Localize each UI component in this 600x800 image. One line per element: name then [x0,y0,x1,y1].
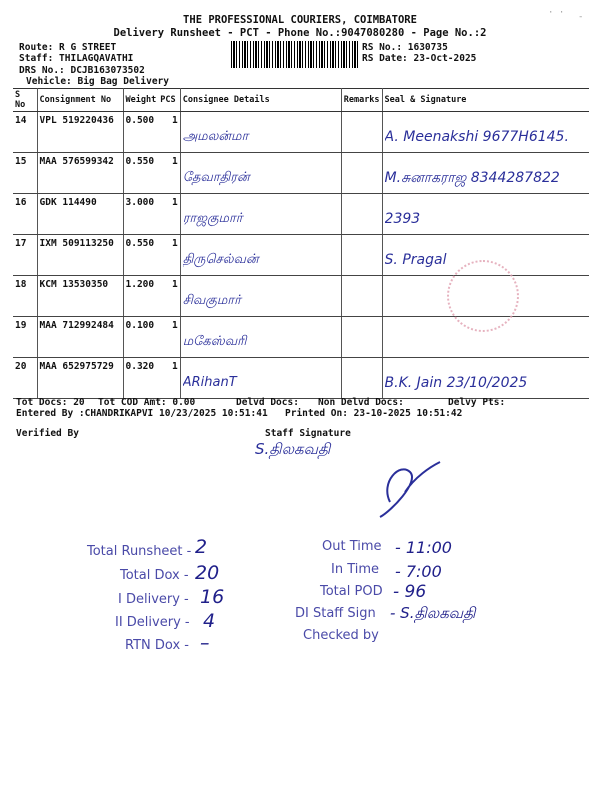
drs-label: DRS No.: DCJB163073502 [19,65,145,76]
cell-remarks [341,194,382,235]
cell-consignment-no-text: MAA 712992484 [39,320,114,331]
col-pcs: PCS [158,89,180,112]
cell-consignment-no-text: MAA 576599342 [39,156,114,167]
cell-consignee [180,358,341,399]
cell-consignee [180,235,341,276]
company-title: THE PROFESSIONAL COURIERS, COIMBATORE [183,14,417,26]
rtn-dox-value: – [200,632,210,654]
cell-weight [123,358,158,399]
cell-consignee-text: ராஜகுமார் [182,211,243,226]
in-time-value: - 7:00 [395,562,442,581]
table-row [13,112,589,153]
cell-sno-text: 15 [15,156,27,167]
printed-on: Printed On: 23-10-2025 10:51:42 [285,408,463,419]
cell-consignee [180,317,341,358]
cell-sno-text: 18 [15,279,27,290]
cell-pcs [158,358,180,399]
cell-sno-text: 14 [15,115,27,126]
cell-pcs-text: 1 [171,279,178,290]
cell-pcs [158,317,180,358]
cell-weight-text: 0.550 [125,238,155,249]
total-runsheet-value: 2 [195,536,208,558]
tot-docs: Tot Docs: 20 [16,397,85,408]
table-row [13,358,589,399]
cell-sno [13,317,37,358]
col-weight: Weight [123,89,158,112]
cell-remarks [341,153,382,194]
cell-remarks [341,276,382,317]
cell-signature-text: M.சுனாகராஜ 8344287822 [384,170,560,186]
cell-sno [13,194,37,235]
cell-consignee-text: தேவாதிரன் [182,170,250,185]
delvy-pts: Delvy Pts: [448,397,506,408]
table-row [13,194,589,235]
cell-weight [123,317,158,358]
cell-consignment-no-text: KCM 13530350 [39,279,109,290]
cell-consignee [180,194,341,235]
verified-by: Verified By [16,428,79,439]
cell-sno [13,153,37,194]
i-delivery-label: I Delivery - [118,592,189,607]
cell-sno [13,276,37,317]
total-pod-label: Total POD [320,584,383,599]
cell-signature [382,153,589,194]
cell-consignee-text: மகேஸ்வரி [182,334,247,349]
staff-sign-value: - S.திலகவதி [390,604,476,622]
cell-consignee [180,112,341,153]
cell-pcs [158,153,180,194]
cell-sno [13,112,37,153]
signature-scribble [370,452,450,522]
cell-remarks [341,317,382,358]
cell-consignee-text: அமலன்மா [182,129,249,144]
ii-delivery-value: 4 [203,610,216,632]
cell-consignment-no [37,112,123,153]
cell-consignment-no [37,358,123,399]
cell-consignee-text: திருசெல்வன் [182,252,259,267]
runsheet-table [13,88,589,399]
cell-pcs-text: 1 [171,156,178,167]
col-consignment: Consignment No [37,89,123,112]
delvd-docs: Delvd Docs: [236,397,299,408]
staff-signature-label: Staff Signature [265,428,351,439]
cell-sno [13,235,37,276]
cell-weight [123,276,158,317]
cell-signature-text: 2393 [384,211,421,227]
col-consignee: Consignee Details [180,89,341,112]
ii-delivery-label: II Delivery - [115,615,190,630]
cell-pcs-text: 1 [171,361,178,372]
staff-label: Staff: THILAGQAVATHI [19,53,134,64]
cell-pcs-text: 1 [171,115,178,126]
scan-mark: · · [548,8,565,18]
cell-sno-text: 16 [15,197,27,208]
rubber-stamp [447,260,519,332]
cell-consignment-no-text: VPL 519220436 [39,115,114,126]
col-remarks: Remarks [341,89,382,112]
staff-sign-label: DI Staff Sign [295,606,376,621]
scan-mark: - [578,12,584,22]
cell-pcs-text: 1 [171,320,178,331]
cell-consignment-no [37,235,123,276]
cell-pcs [158,276,180,317]
non-delvd-docs: Non Delvd Docs: [318,397,404,408]
cell-signature-text: S. Pragal [384,252,447,268]
cell-consignment-no [37,276,123,317]
entered-by: Entered By :CHANDRIKAPVI 10/23/2025 10:51:41 [16,408,268,419]
cell-consignment-no [37,153,123,194]
cell-weight [123,112,158,153]
total-dox-value: 20 [195,562,220,584]
cell-weight-text: 3.000 [125,197,155,208]
route-label: Route: R G STREET [19,42,117,53]
cell-weight-text: 0.100 [125,320,155,331]
cell-weight-text: 0.320 [125,361,155,372]
cell-signature [382,358,589,399]
col-seal-signature: Seal & Signature [382,89,589,112]
cell-remarks [341,235,382,276]
cell-weight-text: 0.500 [125,115,155,126]
cell-sno-text: 20 [15,361,27,372]
out-time-label: Out Time [322,539,382,554]
total-dox-label: Total Dox - [120,568,189,583]
cell-signature-text: A. Meenakshi 9677H6145. [384,129,569,145]
cell-signature [382,112,589,153]
cell-consignee-text: சிவகுமார் [182,293,241,308]
cell-consignment-no-text: IXM 509113250 [39,238,114,249]
vehicle-label: Vehicle: Big Bag Delivery [26,76,169,87]
cell-signature [382,194,589,235]
tot-cod: Tot COD Amt: 0.00 [98,397,196,408]
runsheet-subtitle: Delivery Runsheet - PCT - Phone No.:9047080280 - Page No.:2 [113,27,487,39]
total-runsheet-label: Total Runsheet - [87,544,192,559]
cell-consignment-no [37,317,123,358]
cell-remarks [341,112,382,153]
cell-weight-text: 1.200 [125,279,155,290]
table-header-row [13,89,589,112]
table-row [13,153,589,194]
cell-weight [123,235,158,276]
checked-by-label: Checked by [303,628,379,643]
out-time-value: - 11:00 [395,538,452,557]
cell-pcs [158,194,180,235]
cell-consignee [180,276,341,317]
staff-signature-hand: S.திலகவதி [255,440,331,458]
total-pod-value: - 96 [393,582,427,602]
cell-consignee [180,153,341,194]
cell-consignment-no [37,194,123,235]
rs-no-label: RS No.: 1630735 [362,42,448,53]
col-sno: S No [13,89,37,112]
cell-consignment-no-text: GDK 114490 [39,197,97,208]
cell-pcs [158,112,180,153]
cell-sno-text: 19 [15,320,27,331]
cell-sno-text: 17 [15,238,27,249]
cell-weight [123,153,158,194]
cell-pcs [158,235,180,276]
cell-remarks [341,358,382,399]
cell-weight [123,194,158,235]
cell-weight-text: 0.550 [125,156,155,167]
rtn-dox-label: RTN Dox - [125,638,189,653]
cell-pcs-text: 1 [171,238,178,249]
cell-consignment-no-text: MAA 652975729 [39,361,114,372]
in-time-label: In Time [331,562,380,577]
cell-sno [13,358,37,399]
rs-date-label: RS Date: 23-Oct-2025 [362,53,477,64]
i-delivery-value: 16 [200,586,225,608]
cell-pcs-text: 1 [171,197,178,208]
cell-signature-text: B.K. Jain 23/10/2025 [384,375,528,391]
cell-consignee-text: ARihanT [182,375,237,390]
barcode [231,41,359,68]
